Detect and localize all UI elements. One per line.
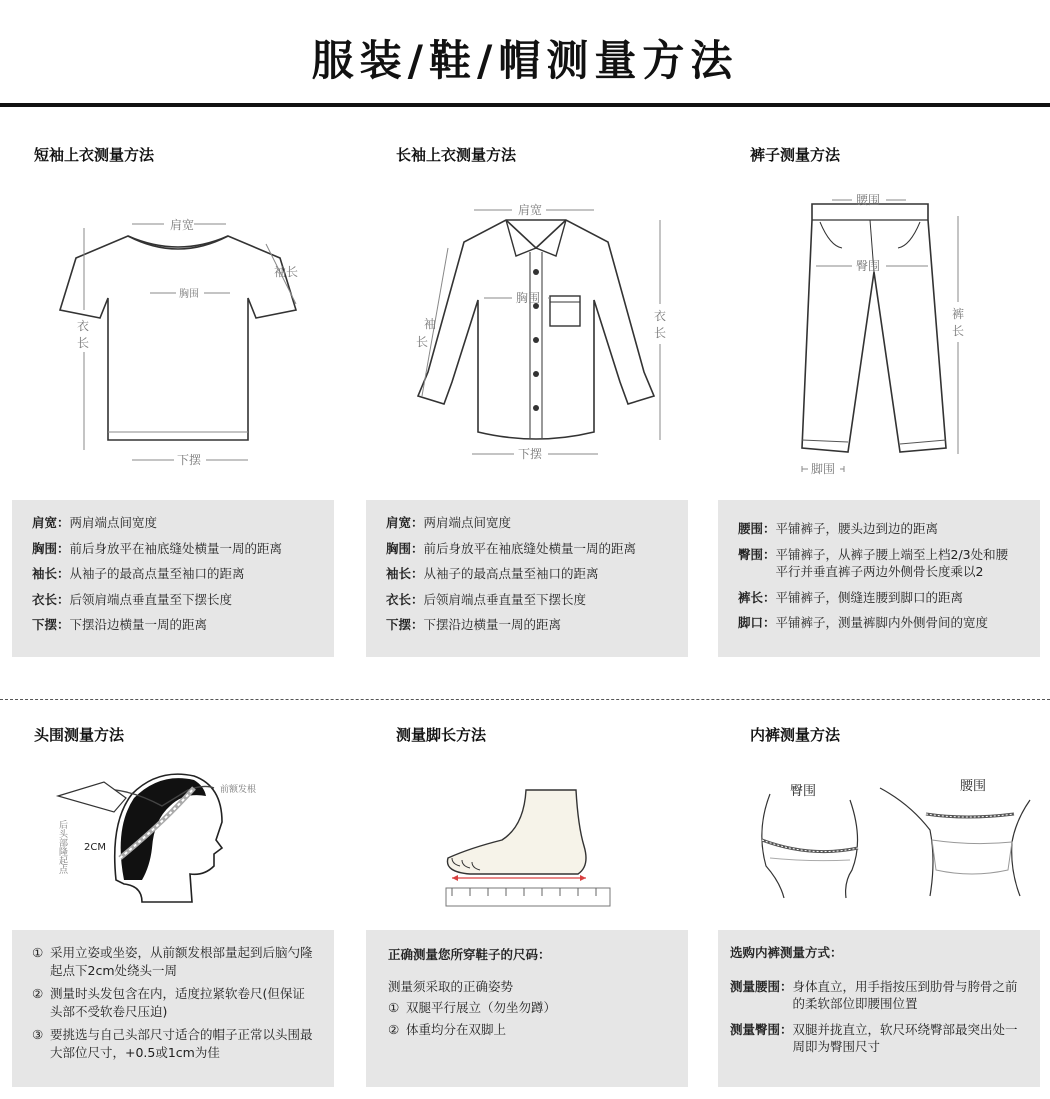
item-key: 胸围： xyxy=(386,540,424,556)
item-value: 前后身放平在袖底缝处横量一周的距离 xyxy=(423,540,637,556)
item-key: 脚口： xyxy=(738,615,776,630)
short-sleeve-panel xyxy=(12,500,334,657)
pants-illustration xyxy=(790,190,990,480)
long-sleeve-title: 长袖上衣测量方法 xyxy=(396,146,517,164)
back-label: 后头部隆起点 xyxy=(57,820,67,874)
item-value: 下摆沿边横量一周的距离 xyxy=(69,617,208,632)
head-title: 头围测量方法 xyxy=(34,726,125,744)
pants-panel xyxy=(718,500,1040,657)
item-value: 双腿并拢直立，软尺环绕臀部最突出处一周即为臀围尺寸 xyxy=(792,1021,1018,1054)
length-label-2: 长 xyxy=(654,326,667,340)
item-text: 双腿平行展立（勿坐勿蹲） xyxy=(406,1000,557,1015)
cm-label: 2CM xyxy=(84,842,106,853)
item-number: ① xyxy=(32,945,44,960)
page-title: 服装/鞋/帽测量方法 xyxy=(311,36,739,85)
chest-label: 胸围 xyxy=(516,291,541,305)
length-label-1: 裤 xyxy=(952,307,965,321)
hem-label: 下摆 xyxy=(518,447,543,461)
sleeve-label-1: 袖 xyxy=(424,317,437,331)
foot-subheading: 测量须采取的正确姿势 xyxy=(388,978,514,994)
length-label-2: 长 xyxy=(952,324,965,338)
length-label-1: 衣 xyxy=(654,309,667,323)
item-text: 要挑选与自己头部尺寸适合的帽子正常以头围最大部位尺寸，+0.5或1cm为佳 xyxy=(50,1027,313,1060)
underwear-panel xyxy=(718,930,1040,1087)
foot-title: 测量脚长方法 xyxy=(396,726,487,744)
item-key: 肩宽： xyxy=(32,515,70,530)
item-value: 两肩端点间宽度 xyxy=(423,515,512,530)
foot-illustration xyxy=(440,786,620,916)
item-text: 体重均分在双脚上 xyxy=(406,1021,507,1037)
hem-label: 下摆 xyxy=(177,453,202,467)
foot-heading: 正确测量您所穿鞋子的尺码： xyxy=(388,947,551,962)
shoulder-label: 肩宽 xyxy=(518,203,543,217)
tshirt-illustration xyxy=(40,200,340,480)
item-key: 肩宽： xyxy=(386,515,424,530)
chest-label: 胸围 xyxy=(179,289,199,300)
item-key: 测量臀围： xyxy=(730,1021,793,1037)
underwear-heading: 选购内裤测量方式： xyxy=(730,945,843,960)
item-text: 采用立姿或坐姿，从前额发根部量起到后脑勺隆起点下2cm处绕头一周 xyxy=(50,945,313,978)
item-value: 前后身放平在袖底缝处横量一周的距离 xyxy=(69,540,283,556)
item-number: ③ xyxy=(32,1027,44,1042)
title-divider xyxy=(0,103,1050,107)
item-key: 测量腰围： xyxy=(730,978,793,994)
underwear-waist-label: 腰围 xyxy=(960,779,987,794)
item-text: 测量时头发包含在内，适度拉紧软卷尺(但保证头部不受软卷尺压迫) xyxy=(50,986,305,1019)
underwear-title: 内裤测量方法 xyxy=(750,726,841,744)
length-label-2: 长 xyxy=(77,336,90,350)
front-label: 前额发根 xyxy=(220,785,257,795)
tshirt-shape xyxy=(60,236,299,440)
item-key: 臀围： xyxy=(738,546,776,562)
item-number: ② xyxy=(32,986,44,1001)
long-sleeve-panel xyxy=(366,500,688,657)
item-number: ① xyxy=(388,1000,400,1015)
item-key: 腰围： xyxy=(738,521,776,536)
item-value: 从袖子的最高点量至袖口的距离 xyxy=(423,566,599,581)
item-value: 平铺裤子，从裤子腰上端至上档2/3处和腰平行并垂直裤子两边外侧骨长度乘以2 xyxy=(775,546,1009,579)
item-number: ② xyxy=(388,1021,400,1037)
item-key: 袖长： xyxy=(32,566,70,581)
item-value: 后领肩端点垂直量至下摆长度 xyxy=(69,591,233,607)
item-key: 胸围： xyxy=(32,540,70,556)
sleeve-label-2: 长 xyxy=(416,335,429,349)
foot-shape xyxy=(447,790,586,874)
pants-shape xyxy=(802,204,946,452)
item-key: 衣长： xyxy=(32,591,70,607)
item-key: 衣长： xyxy=(386,591,424,607)
section-divider xyxy=(0,699,1050,700)
head-illustration xyxy=(54,762,274,912)
short-sleeve-title: 短袖上衣测量方法 xyxy=(34,146,155,164)
item-key: 袖长： xyxy=(386,566,424,581)
item-key: 下摆： xyxy=(386,617,424,632)
sleeve-label: 袖长 xyxy=(274,265,299,279)
waist-label: 腰围 xyxy=(856,193,881,207)
shoulder-label: 肩宽 xyxy=(170,218,195,232)
hip-label: 臀围 xyxy=(856,259,881,273)
item-value: 从袖子的最高点量至袖口的距离 xyxy=(69,566,245,581)
shirt-illustration xyxy=(398,196,688,476)
item-value: 下摆沿边横量一周的距离 xyxy=(423,617,562,632)
item-key: 裤长： xyxy=(738,589,776,605)
item-value: 平铺裤子，腰头边到边的距离 xyxy=(775,521,939,536)
item-key: 下摆： xyxy=(32,617,70,632)
underwear-hip-label: 臀围 xyxy=(790,784,817,799)
length-label-1: 衣 xyxy=(77,319,90,333)
underwear-illustration xyxy=(740,770,1040,900)
item-value: 平铺裤子，侧缝连腰到脚口的距离 xyxy=(775,589,964,605)
item-value: 两肩端点间宽度 xyxy=(69,515,158,530)
item-value: 身体直立，用手指按压到肋骨与胯骨之前的柔软部位即腰围位置 xyxy=(792,978,1018,1011)
leg-label: 脚围 xyxy=(811,462,836,476)
item-value: 后领肩端点垂直量至下摆长度 xyxy=(423,591,587,607)
head-panel xyxy=(12,930,334,1087)
foot-panel xyxy=(366,930,688,1087)
item-value: 平铺裤子，测量裤脚内外侧骨间的宽度 xyxy=(775,615,989,630)
pants-title: 裤子测量方法 xyxy=(750,146,841,164)
